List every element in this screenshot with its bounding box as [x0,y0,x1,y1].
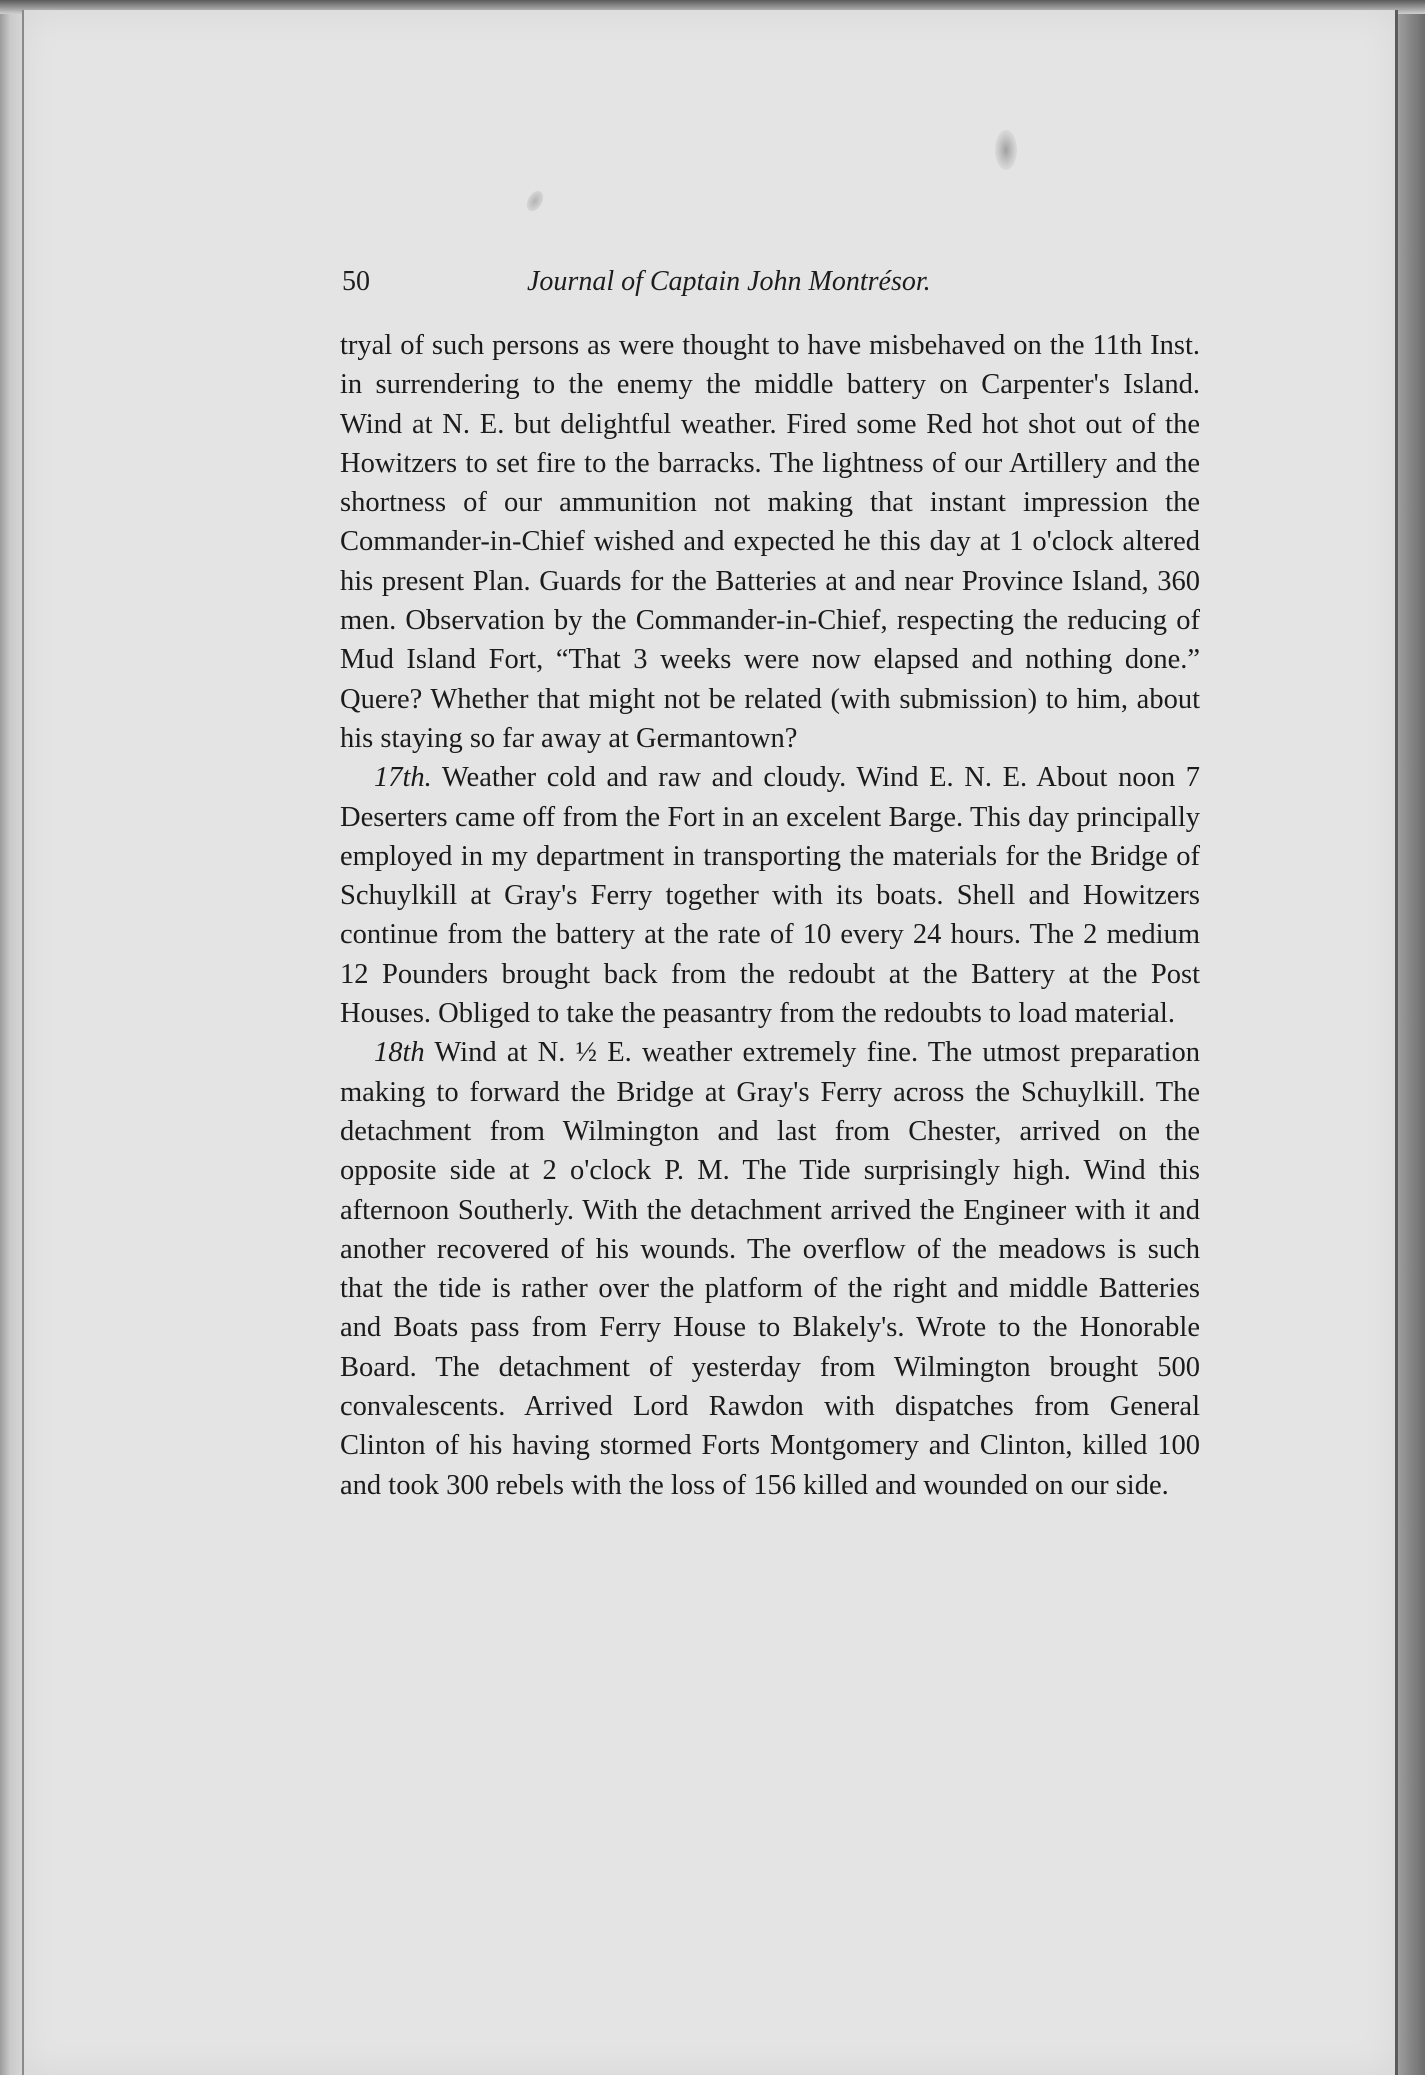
journal-body-text [340,326,1200,1505]
paragraph-text: Weather cold and raw and cloudy. Wind E. N. E. About noon 7 Deserters came off from the Fort in an excelent Barge. This day principally employed in my department in transporting the materials for the Bridge of Schuylkill at Gray's Ferry together with its boats. Shell and Howitzers continue from the battery at the rate of 10 every 24 hours. The 2 medium 12 Pounders brought back from the redoubt at the Battery at the Post Houses. Obliged to take the peasantry from the redoubts to load material. [340,762,1200,1030]
entry-date: 17th. [374,762,432,794]
running-title: Journal of Captain John Montrésor. [527,266,931,297]
page-header [342,262,1022,302]
journal-paragraph-continuation [340,326,1200,758]
entry-date: 18th [374,1037,425,1069]
page-number: 50 [342,266,370,297]
page-right-edge [1395,10,1398,2075]
paragraph-text: tryal of such persons as were thought to have misbehaved on the 11th Inst. in surrendering to the enemy the middle battery on Carpenter's Island. Wind at N. E. but delightful weather. Fired some Red hot shot out of the Howitzers to set fire to the barracks. The lightness of our Artillery and the shortness of our ammunition not making that instant impression the Commander-in-Chief wished and expected he this day at 1 o'clock altered his present Plan. Guards for the Batteries at and near Province Island, 360 men. Observation by the Commander-in-Chief, respecting the reducing of Mud Island Fort, “That 3 weeks were now elapsed and nothing done.” Quere? Whether that might not be related (with submission) to him, about his staying so far away at Germantown? [340,330,1200,754]
paragraph-text: Wind at N. ½ E. weather extremely fine. The utmost preparation making to forward the Bridge at Gray's Ferry across the Schuylkill. The detachment from Wilmington and last from Chester, arrived on the opposite side at 2 o'clock P. M. The Tide surprisingly high. Wind this afternoon Southerly. With the detachment arrived the Engineer with it and another recovered of his wounds. The overflow of the meadows is such that the tide is rather over the platform of the right and middle Batteries and Boats pass from Ferry House to Blakely's. Wrote to the Honorable Board. The detachment of yesterday from Wilmington brought 500 convalescents. Arrived Lord Rawdon with dispatches from General Clinton of his having stormed Forts Montgomery and Clinton, killed 100 and took 300 rebels with the loss of 156 killed and wounded on our side. [340,1037,1200,1501]
ink-smudge-mark [995,130,1017,170]
journal-entry-18th [340,1033,1200,1505]
page-left-edge [22,10,24,2075]
journal-entry-17th [340,758,1200,1033]
